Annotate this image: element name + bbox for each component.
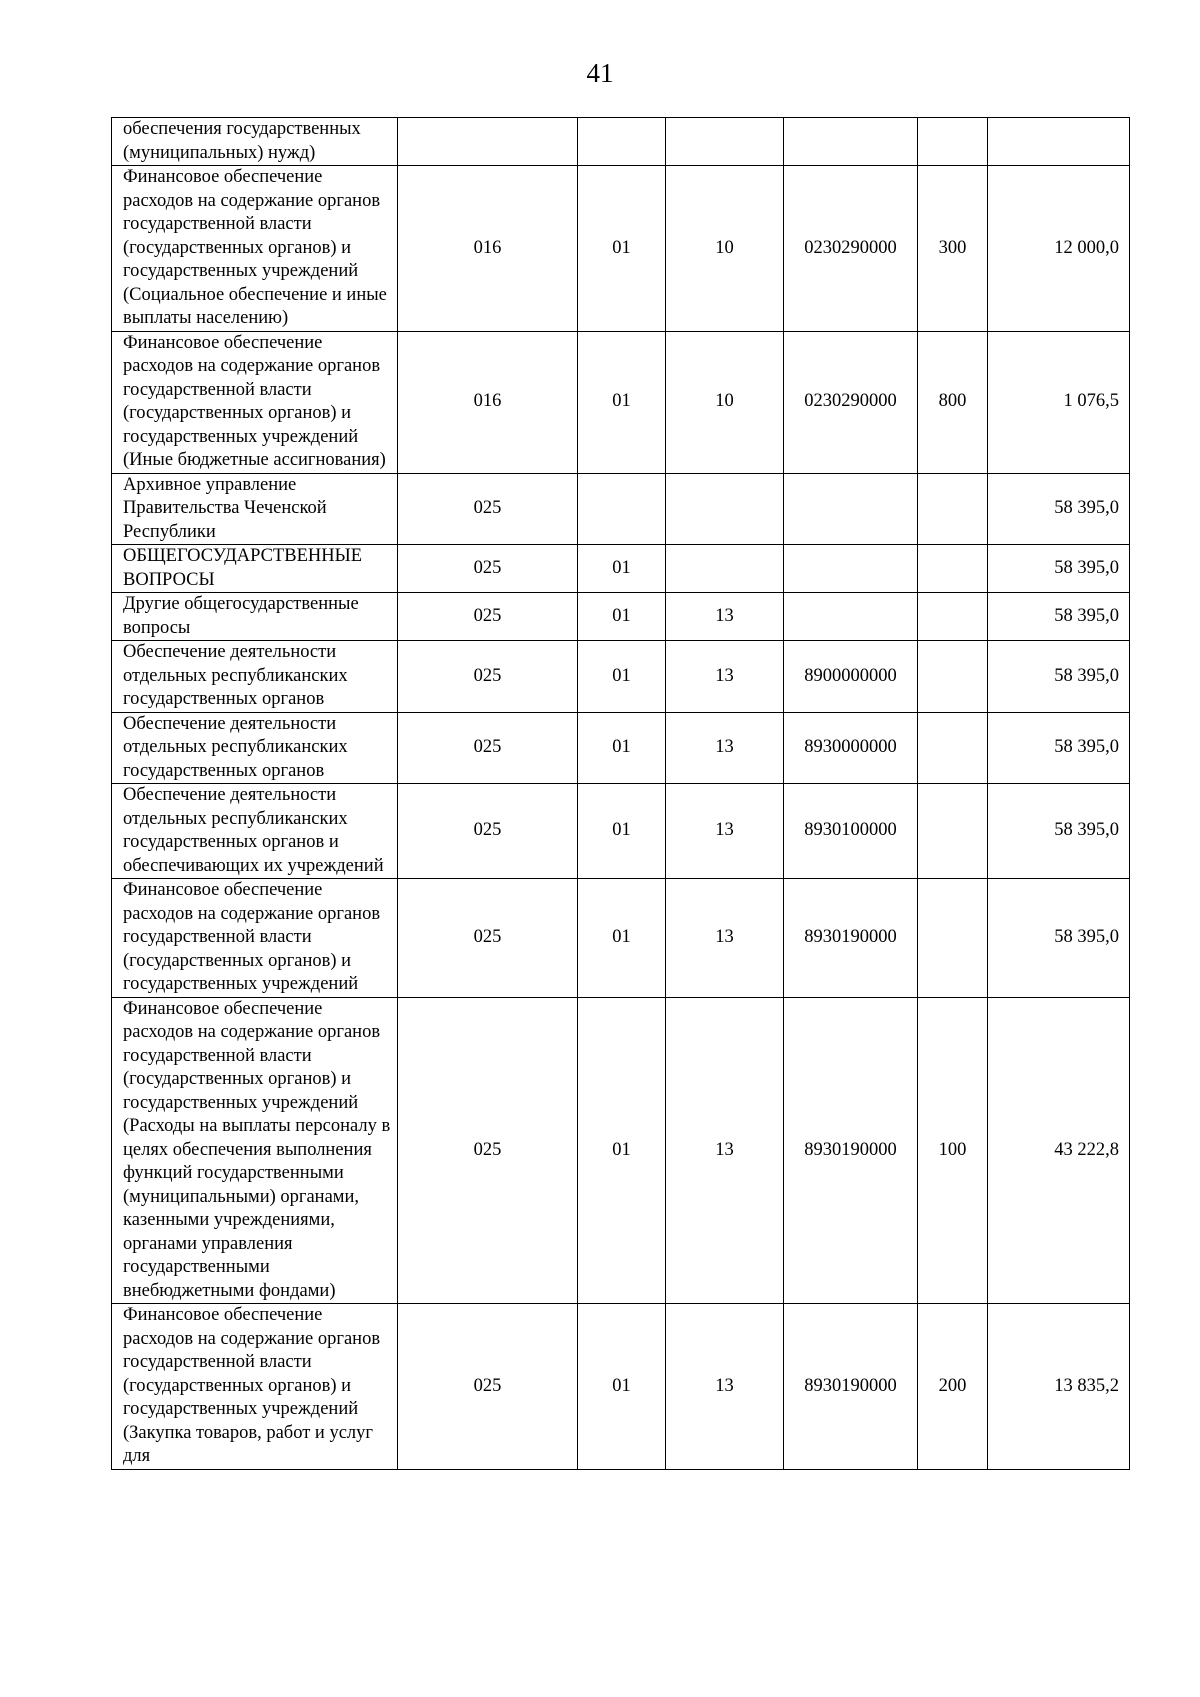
- row-name-cell: обеспечения государственных (муниципальных) нужд): [112, 118, 398, 166]
- row-name-cell: Финансовое обеспечение расходов на содержание органов государственной власти (государственных органов) и государственных учреждений (Закупка товаров, работ и услуг для: [112, 1304, 398, 1470]
- expense-type-cell: 100: [918, 997, 988, 1304]
- target-article-cell: 8930190000: [784, 997, 918, 1304]
- expense-type-cell: [918, 784, 988, 879]
- table-row: [112, 118, 1130, 166]
- amount-cell: 58 395,0: [988, 879, 1130, 998]
- target-article-cell: [784, 473, 918, 545]
- section-code-cell: 01: [578, 997, 666, 1304]
- budget-table: [111, 117, 1130, 1470]
- expense-type-cell: 300: [918, 166, 988, 332]
- row-name-cell: ОБЩЕГОСУДАРСТВЕННЫЕ ВОПРОСЫ: [112, 545, 398, 593]
- target-article-cell: 0230290000: [784, 166, 918, 332]
- target-article-cell: 8930100000: [784, 784, 918, 879]
- section-code-cell: 01: [578, 1304, 666, 1470]
- ministry-code-cell: 025: [398, 784, 578, 879]
- row-name-cell: Обеспечение деятельности отдельных республиканских государственных органов: [112, 641, 398, 713]
- row-name-cell: Обеспечение деятельности отдельных республиканских государственных органов и обеспечивающих их учреждений: [112, 784, 398, 879]
- section-code-cell: 01: [578, 545, 666, 593]
- row-name-cell: Обеспечение деятельности отдельных республиканских государственных органов: [112, 712, 398, 784]
- table-row: [112, 641, 1130, 713]
- section-code-cell: 01: [578, 166, 666, 332]
- amount-cell: 58 395,0: [988, 641, 1130, 713]
- section-code-cell: 01: [578, 641, 666, 713]
- subsection-code-cell: [666, 545, 784, 593]
- expense-type-cell: [918, 473, 988, 545]
- table-row: [112, 784, 1130, 879]
- table-row: [112, 331, 1130, 473]
- ministry-code-cell: 016: [398, 166, 578, 332]
- amount-cell: 58 395,0: [988, 712, 1130, 784]
- section-code-cell: 01: [578, 784, 666, 879]
- amount-cell: 58 395,0: [988, 593, 1130, 641]
- table-row: [112, 545, 1130, 593]
- target-article-cell: 8930190000: [784, 1304, 918, 1470]
- table-row: [112, 166, 1130, 332]
- target-article-cell: [784, 593, 918, 641]
- target-article-cell: [784, 118, 918, 166]
- ministry-code-cell: 025: [398, 879, 578, 998]
- section-code-cell: 01: [578, 331, 666, 473]
- table-body: [112, 118, 1130, 1470]
- amount-cell: 12 000,0: [988, 166, 1130, 332]
- amount-cell: 13 835,2: [988, 1304, 1130, 1470]
- table-row: [112, 593, 1130, 641]
- ministry-code-cell: 016: [398, 331, 578, 473]
- section-code-cell: [578, 473, 666, 545]
- expense-type-cell: [918, 545, 988, 593]
- table-row: [112, 997, 1130, 1304]
- amount-cell: [988, 118, 1130, 166]
- target-article-cell: 8900000000: [784, 641, 918, 713]
- subsection-code-cell: 13: [666, 641, 784, 713]
- ministry-code-cell: 025: [398, 1304, 578, 1470]
- amount-cell: 58 395,0: [988, 473, 1130, 545]
- subsection-code-cell: 13: [666, 1304, 784, 1470]
- target-article-cell: 8930000000: [784, 712, 918, 784]
- target-article-cell: 0230290000: [784, 331, 918, 473]
- ministry-code-cell: 025: [398, 593, 578, 641]
- target-article-cell: [784, 545, 918, 593]
- amount-cell: 1 076,5: [988, 331, 1130, 473]
- expense-type-cell: [918, 712, 988, 784]
- table-row: [112, 1304, 1130, 1470]
- expense-type-cell: [918, 641, 988, 713]
- row-name-cell: Другие общегосударственные вопросы: [112, 593, 398, 641]
- row-name-cell: Архивное управление Правительства Чеченской Республики: [112, 473, 398, 545]
- ministry-code-cell: 025: [398, 641, 578, 713]
- ministry-code-cell: 025: [398, 997, 578, 1304]
- subsection-code-cell: 10: [666, 166, 784, 332]
- table-row: [112, 473, 1130, 545]
- section-code-cell: [578, 118, 666, 166]
- subsection-code-cell: 13: [666, 997, 784, 1304]
- amount-cell: 43 222,8: [988, 997, 1130, 1304]
- ministry-code-cell: [398, 118, 578, 166]
- subsection-code-cell: 13: [666, 784, 784, 879]
- amount-cell: 58 395,0: [988, 545, 1130, 593]
- subsection-code-cell: 13: [666, 712, 784, 784]
- section-code-cell: 01: [578, 879, 666, 998]
- section-code-cell: 01: [578, 593, 666, 641]
- ministry-code-cell: 025: [398, 473, 578, 545]
- section-code-cell: 01: [578, 712, 666, 784]
- subsection-code-cell: 13: [666, 879, 784, 998]
- expense-type-cell: [918, 118, 988, 166]
- subsection-code-cell: [666, 473, 784, 545]
- expense-type-cell: 200: [918, 1304, 988, 1470]
- row-name-cell: Финансовое обеспечение расходов на содержание органов государственной власти (государственных органов) и государственных учреждений (Иные бюджетные ассигнования): [112, 331, 398, 473]
- expense-type-cell: 800: [918, 331, 988, 473]
- amount-cell: 58 395,0: [988, 784, 1130, 879]
- table-row: [112, 712, 1130, 784]
- table-row: [112, 879, 1130, 998]
- ministry-code-cell: 025: [398, 712, 578, 784]
- page-number: 41: [586, 58, 614, 88]
- ministry-code-cell: 025: [398, 545, 578, 593]
- subsection-code-cell: 10: [666, 331, 784, 473]
- row-name-cell: Финансовое обеспечение расходов на содержание органов государственной власти (государственных органов) и государственных учреждений (Расходы на выплаты персоналу в целях обеспечения выполнения функций государственными (муниципальными) органами, казенными учреждениями, органами управления государственными внебюджетными фондами): [112, 997, 398, 1304]
- row-name-cell: Финансовое обеспечение расходов на содержание органов государственной власти (государственных органов) и государственных учреждений (Социальное обеспечение и иные выплаты населению): [112, 166, 398, 332]
- subsection-code-cell: [666, 118, 784, 166]
- expense-type-cell: [918, 593, 988, 641]
- subsection-code-cell: 13: [666, 593, 784, 641]
- expense-type-cell: [918, 879, 988, 998]
- row-name-cell: Финансовое обеспечение расходов на содержание органов государственной власти (государственных органов) и государственных учреждений: [112, 879, 398, 998]
- target-article-cell: 8930190000: [784, 879, 918, 998]
